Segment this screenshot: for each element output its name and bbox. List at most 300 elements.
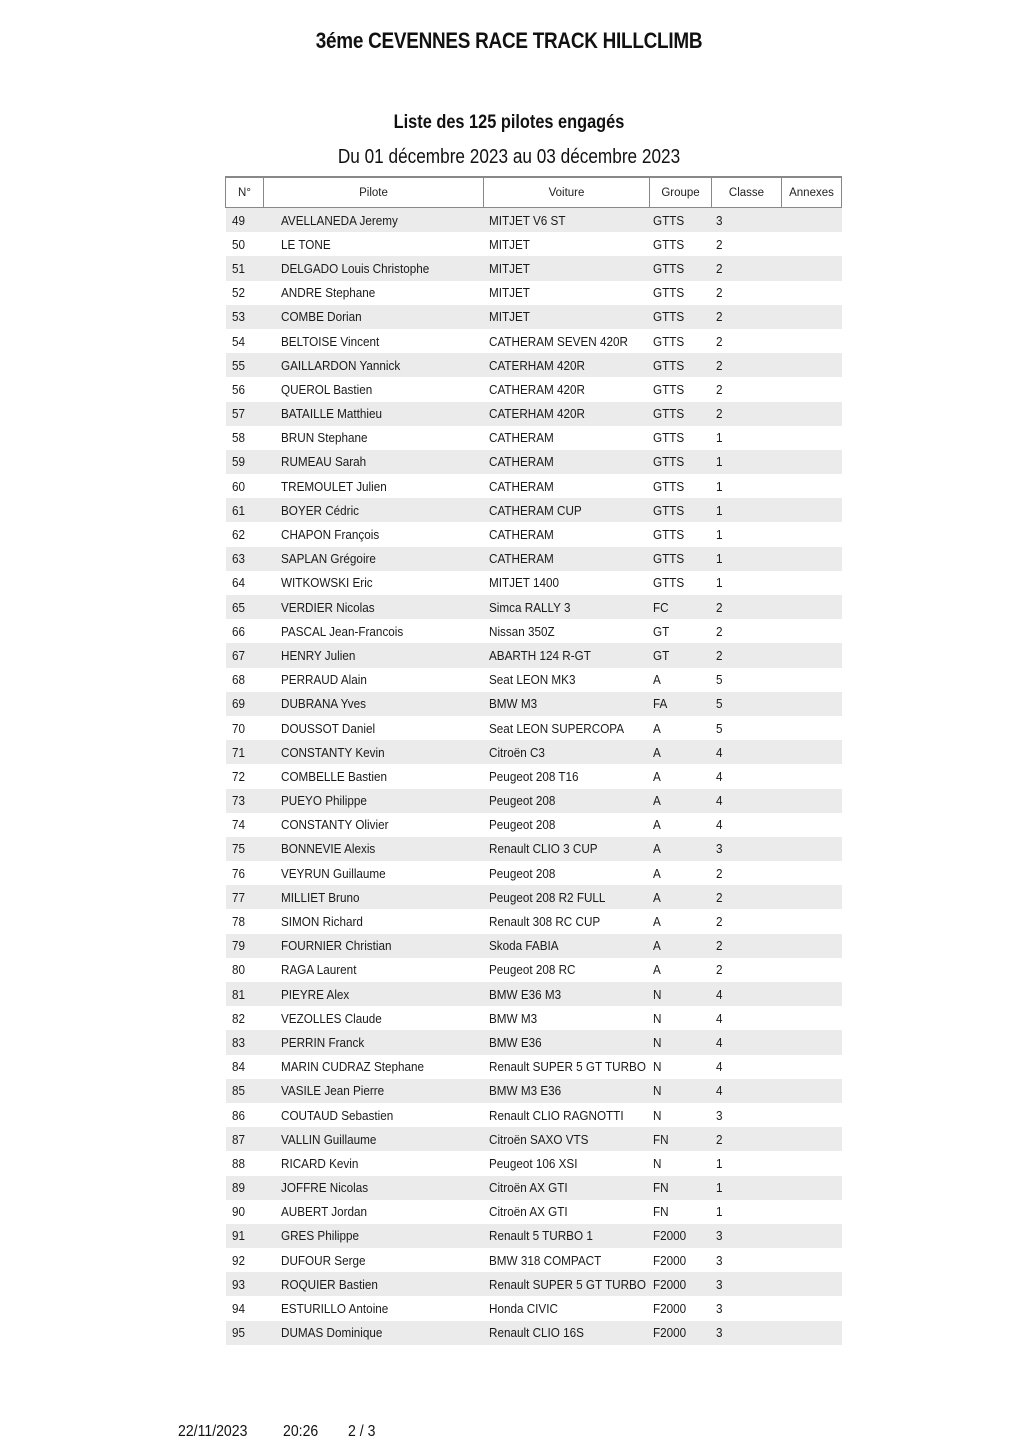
cell-classe-text: 4 bbox=[715, 793, 723, 809]
cell-classe-text: 3 bbox=[715, 1276, 723, 1292]
cell-groupe-text: N bbox=[652, 1083, 661, 1099]
cell-classe bbox=[712, 619, 782, 643]
cell-voiture bbox=[484, 643, 650, 667]
cell-pilote bbox=[264, 1321, 484, 1345]
cell-pilote-text: COUTAUD Sebastien bbox=[280, 1107, 393, 1123]
cell-pilote-text: DELGADO Louis Christophe bbox=[280, 260, 429, 276]
cell-pilote-text: GAILLARDON Yannick bbox=[280, 357, 400, 373]
cell-voiture bbox=[484, 208, 650, 233]
footer-date: 22/11/2023 bbox=[178, 1423, 248, 1440]
cell-groupe bbox=[650, 934, 712, 958]
footer-page-number: 2 / 3 bbox=[348, 1423, 376, 1440]
cell-classe-text: 5 bbox=[715, 696, 723, 712]
cell-voiture-text: Peugeot 106 XSI bbox=[488, 1155, 577, 1171]
cell-classe bbox=[712, 1321, 782, 1345]
cell-groupe-text: GTTS bbox=[652, 285, 684, 301]
cell-num-text: 65 bbox=[231, 599, 245, 615]
cell-num bbox=[226, 426, 264, 450]
footer-time: 20:26 bbox=[283, 1423, 319, 1440]
cell-classe-text: 5 bbox=[715, 720, 723, 736]
cell-classe bbox=[712, 522, 782, 546]
cell-num bbox=[226, 305, 264, 329]
cell-voiture-text: Peugeot 208 bbox=[488, 817, 555, 833]
cell-num bbox=[226, 1176, 264, 1200]
cell-groupe-text: GTTS bbox=[652, 478, 684, 494]
header-num: N° bbox=[226, 177, 264, 208]
cell-num-text: 61 bbox=[231, 502, 245, 518]
table-row bbox=[226, 1127, 842, 1151]
cell-voiture-text: Skoda FABIA bbox=[488, 938, 559, 954]
cell-groupe-text: N bbox=[652, 986, 661, 1002]
cell-groupe-text: A bbox=[652, 744, 661, 760]
cell-groupe bbox=[650, 1248, 712, 1272]
cell-classe-text: 2 bbox=[715, 865, 723, 881]
cell-voiture-text: BMW 318 COMPACT bbox=[488, 1252, 601, 1268]
cell-groupe bbox=[650, 1224, 712, 1248]
cell-classe bbox=[712, 426, 782, 450]
cell-voiture bbox=[484, 522, 650, 546]
cell-classe-text: 4 bbox=[715, 744, 723, 760]
cell-voiture-text: Simca RALLY 3 bbox=[488, 599, 571, 615]
cell-groupe-text: A bbox=[652, 938, 661, 954]
cell-pilote bbox=[264, 402, 484, 426]
cell-classe bbox=[712, 498, 782, 522]
cell-pilote bbox=[264, 329, 484, 353]
cell-num bbox=[226, 595, 264, 619]
cell-voiture bbox=[484, 619, 650, 643]
cell-pilote-text: LE TONE bbox=[280, 236, 331, 252]
cell-groupe-text: GTTS bbox=[652, 430, 684, 446]
cell-num bbox=[226, 668, 264, 692]
cell-classe bbox=[712, 353, 782, 377]
cell-num bbox=[226, 1006, 264, 1030]
cell-num bbox=[226, 716, 264, 740]
cell-voiture-text: MITJET bbox=[488, 285, 530, 301]
cell-pilote bbox=[264, 1079, 484, 1103]
cell-classe-text: 1 bbox=[715, 502, 723, 518]
cell-pilote-text: VEYRUN Guillaume bbox=[280, 865, 386, 881]
document-title: 3éme CEVENNES RACE TRACK HILLCLIMB bbox=[315, 28, 703, 53]
cell-pilote bbox=[264, 208, 484, 233]
cell-pilote-text: ANDRE Stephane bbox=[280, 285, 375, 301]
cell-groupe-text: GTTS bbox=[652, 357, 684, 373]
cell-voiture bbox=[484, 377, 650, 401]
cell-groupe-text: GTTS bbox=[652, 236, 684, 252]
table-row bbox=[226, 668, 842, 692]
table-body bbox=[226, 208, 842, 1345]
cell-voiture-text: ABARTH 124 R-GT bbox=[488, 647, 591, 663]
cell-num-text: 76 bbox=[231, 865, 245, 881]
cell-num-text: 64 bbox=[231, 575, 245, 591]
cell-classe-text: 2 bbox=[715, 333, 723, 349]
cell-groupe-text: F2000 bbox=[652, 1276, 686, 1292]
cell-groupe bbox=[650, 353, 712, 377]
cell-annexes bbox=[782, 668, 842, 692]
cell-classe-text: 1 bbox=[715, 1155, 723, 1171]
cell-voiture-text: Renault CLIO 3 CUP bbox=[488, 841, 598, 857]
cell-annexes bbox=[782, 1127, 842, 1151]
cell-pilote bbox=[264, 1248, 484, 1272]
cell-annexes bbox=[782, 1224, 842, 1248]
cell-annexes bbox=[782, 1248, 842, 1272]
cell-groupe-text: A bbox=[652, 768, 661, 784]
cell-groupe bbox=[650, 547, 712, 571]
table-row bbox=[226, 934, 842, 958]
table-row bbox=[226, 1055, 842, 1079]
cell-classe bbox=[712, 595, 782, 619]
table-row bbox=[226, 450, 842, 474]
cell-pilote bbox=[264, 305, 484, 329]
cell-classe-text: 2 bbox=[715, 914, 723, 930]
cell-groupe bbox=[650, 1030, 712, 1054]
table-row bbox=[226, 643, 842, 667]
cell-annexes bbox=[782, 232, 842, 256]
cell-num-text: 88 bbox=[231, 1155, 245, 1171]
cell-classe-text: 1 bbox=[715, 430, 723, 446]
cell-groupe bbox=[650, 982, 712, 1006]
cell-groupe bbox=[650, 909, 712, 933]
cell-num bbox=[226, 1103, 264, 1127]
cell-annexes bbox=[782, 982, 842, 1006]
cell-num bbox=[226, 547, 264, 571]
cell-groupe-text: N bbox=[652, 1010, 661, 1026]
cell-classe bbox=[712, 232, 782, 256]
cell-groupe bbox=[650, 716, 712, 740]
cell-voiture bbox=[484, 1079, 650, 1103]
cell-num-text: 90 bbox=[231, 1204, 245, 1220]
cell-num-text: 56 bbox=[231, 381, 245, 397]
cell-pilote-text: QUEROL Bastien bbox=[280, 381, 372, 397]
cell-groupe-text: N bbox=[652, 1107, 661, 1123]
cell-groupe-text: GTTS bbox=[652, 212, 684, 228]
cell-num-text: 77 bbox=[231, 889, 245, 905]
cell-groupe-text: F2000 bbox=[652, 1228, 686, 1244]
cell-num bbox=[226, 232, 264, 256]
cell-pilote bbox=[264, 1127, 484, 1151]
cell-voiture-text: CATHERAM bbox=[488, 478, 554, 494]
cell-annexes bbox=[782, 1176, 842, 1200]
cell-num-text: 58 bbox=[231, 430, 245, 446]
cell-voiture bbox=[484, 571, 650, 595]
table-row bbox=[226, 909, 842, 933]
cell-groupe bbox=[650, 619, 712, 643]
cell-num bbox=[226, 1151, 264, 1175]
cell-groupe bbox=[650, 474, 712, 498]
cell-groupe-text: A bbox=[652, 793, 661, 809]
table-row bbox=[226, 329, 842, 353]
cell-num-text: 92 bbox=[231, 1252, 245, 1268]
cell-groupe bbox=[650, 1296, 712, 1320]
cell-voiture bbox=[484, 837, 650, 861]
cell-pilote-text: PIEYRE Alex bbox=[280, 986, 349, 1002]
cell-num bbox=[226, 256, 264, 280]
cell-groupe bbox=[650, 281, 712, 305]
cell-classe bbox=[712, 256, 782, 280]
table-row bbox=[226, 426, 842, 450]
table-row bbox=[226, 982, 842, 1006]
table-row bbox=[226, 764, 842, 788]
cell-voiture bbox=[484, 1248, 650, 1272]
cell-num bbox=[226, 885, 264, 909]
cell-annexes bbox=[782, 1030, 842, 1054]
cell-num bbox=[226, 1272, 264, 1296]
cell-num-text: 79 bbox=[231, 938, 245, 954]
cell-voiture-text: Peugeot 208 RC bbox=[488, 962, 576, 978]
cell-num-text: 81 bbox=[231, 986, 245, 1002]
cell-groupe bbox=[650, 402, 712, 426]
cell-classe bbox=[712, 934, 782, 958]
cell-num bbox=[226, 982, 264, 1006]
cell-pilote bbox=[264, 1200, 484, 1224]
cell-pilote bbox=[264, 934, 484, 958]
cell-num-text: 84 bbox=[231, 1059, 245, 1075]
cell-classe-text: 4 bbox=[715, 1010, 723, 1026]
cell-pilote-text: RUMEAU Sarah bbox=[280, 454, 366, 470]
cell-pilote-text: AUBERT Jordan bbox=[280, 1204, 367, 1220]
cell-num-text: 85 bbox=[231, 1083, 245, 1099]
cell-voiture bbox=[484, 885, 650, 909]
table-row bbox=[226, 1248, 842, 1272]
cell-groupe-text: GTTS bbox=[652, 406, 684, 422]
cell-pilote bbox=[264, 619, 484, 643]
table-row bbox=[226, 377, 842, 401]
cell-classe-text: 2 bbox=[715, 889, 723, 905]
cell-voiture bbox=[484, 861, 650, 885]
cell-annexes bbox=[782, 1103, 842, 1127]
cell-groupe bbox=[650, 643, 712, 667]
cell-voiture bbox=[484, 1030, 650, 1054]
cell-classe bbox=[712, 1079, 782, 1103]
cell-voiture-text: CATHERAM bbox=[488, 454, 554, 470]
cell-groupe bbox=[650, 208, 712, 233]
cell-annexes bbox=[782, 402, 842, 426]
table-row bbox=[226, 522, 842, 546]
cell-voiture-text: Nissan 350Z bbox=[488, 623, 555, 639]
cell-num bbox=[226, 281, 264, 305]
table-row bbox=[226, 716, 842, 740]
document-subtitle: Liste des 125 pilotes engagés bbox=[393, 112, 625, 133]
cell-num bbox=[226, 764, 264, 788]
cell-voiture bbox=[484, 474, 650, 498]
cell-voiture-text: MITJET bbox=[488, 236, 530, 252]
cell-annexes bbox=[782, 958, 842, 982]
cell-classe bbox=[712, 1272, 782, 1296]
table-row bbox=[226, 837, 842, 861]
cell-annexes bbox=[782, 813, 842, 837]
cell-pilote-text: ROQUIER Bastien bbox=[280, 1276, 378, 1292]
cell-pilote-text: DUFOUR Serge bbox=[280, 1252, 366, 1268]
cell-pilote bbox=[264, 958, 484, 982]
cell-classe bbox=[712, 1176, 782, 1200]
cell-classe-text: 3 bbox=[715, 1228, 723, 1244]
cell-pilote-text: COMBE Dorian bbox=[280, 309, 362, 325]
cell-groupe-text: A bbox=[652, 720, 661, 736]
cell-voiture bbox=[484, 789, 650, 813]
cell-classe-text: 3 bbox=[715, 212, 723, 228]
table-row bbox=[226, 402, 842, 426]
cell-num bbox=[226, 474, 264, 498]
cell-voiture-text: Peugeot 208 R2 FULL bbox=[488, 889, 605, 905]
cell-pilote bbox=[264, 716, 484, 740]
cell-pilote-text: COMBELLE Bastien bbox=[280, 768, 387, 784]
cell-pilote bbox=[264, 643, 484, 667]
cell-voiture bbox=[484, 692, 650, 716]
cell-num bbox=[226, 1321, 264, 1345]
cell-annexes bbox=[782, 571, 842, 595]
cell-pilote-text: VERDIER Nicolas bbox=[280, 599, 375, 615]
table-row bbox=[226, 813, 842, 837]
cell-pilote bbox=[264, 281, 484, 305]
cell-classe bbox=[712, 1127, 782, 1151]
cell-num bbox=[226, 958, 264, 982]
cell-classe-text: 3 bbox=[715, 1107, 723, 1123]
cell-groupe bbox=[650, 1127, 712, 1151]
cell-groupe bbox=[650, 305, 712, 329]
cell-groupe-text: A bbox=[652, 914, 661, 930]
cell-pilote bbox=[264, 740, 484, 764]
cell-classe-text: 4 bbox=[715, 817, 723, 833]
cell-annexes bbox=[782, 426, 842, 450]
cell-classe-text: 1 bbox=[715, 527, 723, 543]
cell-annexes bbox=[782, 1272, 842, 1296]
cell-voiture-text: CATERHAM 420R bbox=[488, 357, 585, 373]
cell-pilote bbox=[264, 861, 484, 885]
cell-classe bbox=[712, 668, 782, 692]
cell-groupe bbox=[650, 1321, 712, 1345]
cell-pilote-text: PASCAL Jean-Francois bbox=[280, 623, 403, 639]
cell-classe bbox=[712, 764, 782, 788]
cell-voiture-text: Renault 5 TURBO 1 bbox=[488, 1228, 593, 1244]
cell-pilote bbox=[264, 232, 484, 256]
cell-classe bbox=[712, 1030, 782, 1054]
cell-groupe-text: FN bbox=[652, 1131, 669, 1147]
cell-annexes bbox=[782, 256, 842, 280]
cell-classe bbox=[712, 837, 782, 861]
cell-classe-text: 2 bbox=[715, 406, 723, 422]
cell-pilote bbox=[264, 450, 484, 474]
date-range: Du 01 décembre 2023 au 03 décembre 2023 bbox=[337, 146, 681, 168]
cell-groupe bbox=[650, 1006, 712, 1030]
cell-num-text: 87 bbox=[231, 1131, 245, 1147]
cell-pilote bbox=[264, 426, 484, 450]
cell-groupe bbox=[650, 571, 712, 595]
cell-groupe bbox=[650, 740, 712, 764]
cell-voiture bbox=[484, 1176, 650, 1200]
cell-num bbox=[226, 1224, 264, 1248]
cell-classe-text: 1 bbox=[715, 454, 723, 470]
cell-pilote-text: DUMAS Dominique bbox=[280, 1325, 382, 1341]
table-row bbox=[226, 789, 842, 813]
cell-voiture-text: Renault CLIO 16S bbox=[488, 1325, 584, 1341]
cell-annexes bbox=[782, 595, 842, 619]
cell-voiture-text: BMW E36 bbox=[488, 1034, 542, 1050]
cell-groupe-text: GTTS bbox=[652, 454, 684, 470]
cell-groupe bbox=[650, 256, 712, 280]
table-row bbox=[226, 1151, 842, 1175]
cell-annexes bbox=[782, 837, 842, 861]
cell-num-text: 95 bbox=[231, 1325, 245, 1341]
cell-voiture-text: Honda CIVIC bbox=[488, 1301, 558, 1317]
cell-pilote-text: CONSTANTY Kevin bbox=[280, 744, 385, 760]
cell-groupe-text: GTTS bbox=[652, 551, 684, 567]
cell-classe bbox=[712, 547, 782, 571]
cell-pilote-text: PERRAUD Alain bbox=[280, 672, 367, 688]
cell-voiture-text: Peugeot 208 bbox=[488, 793, 555, 809]
cell-pilote bbox=[264, 885, 484, 909]
cell-num-text: 50 bbox=[231, 236, 245, 252]
cell-num bbox=[226, 1030, 264, 1054]
cell-voiture bbox=[484, 281, 650, 305]
cell-pilote-text: JOFFRE Nicolas bbox=[280, 1180, 368, 1196]
cell-annexes bbox=[782, 474, 842, 498]
cell-pilote bbox=[264, 1176, 484, 1200]
cell-pilote-text: RICARD Kevin bbox=[280, 1155, 358, 1171]
cell-groupe-text: N bbox=[652, 1155, 661, 1171]
cell-num bbox=[226, 619, 264, 643]
cell-voiture bbox=[484, 402, 650, 426]
table-row bbox=[226, 547, 842, 571]
cell-voiture-text: Citroën AX GTI bbox=[488, 1180, 568, 1196]
cell-pilote bbox=[264, 982, 484, 1006]
cell-groupe bbox=[650, 861, 712, 885]
cell-num-text: 49 bbox=[231, 212, 245, 228]
table-row bbox=[226, 353, 842, 377]
table-row bbox=[226, 1030, 842, 1054]
table-row bbox=[226, 861, 842, 885]
cell-pilote-text: DOUSSOT Daniel bbox=[280, 720, 375, 736]
table-row bbox=[226, 885, 842, 909]
cell-pilote-text: SIMON Richard bbox=[280, 914, 363, 930]
cell-num bbox=[226, 498, 264, 522]
cell-pilote bbox=[264, 789, 484, 813]
table-row bbox=[226, 1321, 842, 1345]
cell-classe-text: 3 bbox=[715, 1325, 723, 1341]
cell-annexes bbox=[782, 885, 842, 909]
cell-groupe-text: GT bbox=[652, 623, 669, 639]
cell-voiture-text: MITJET bbox=[488, 260, 530, 276]
cell-num bbox=[226, 1079, 264, 1103]
cell-voiture bbox=[484, 498, 650, 522]
cell-voiture bbox=[484, 305, 650, 329]
cell-groupe bbox=[650, 1079, 712, 1103]
cell-num bbox=[226, 377, 264, 401]
table-row bbox=[226, 1006, 842, 1030]
cell-classe bbox=[712, 1151, 782, 1175]
cell-pilote bbox=[264, 498, 484, 522]
cell-groupe bbox=[650, 595, 712, 619]
cell-num-text: 53 bbox=[231, 309, 245, 325]
cell-num-text: 75 bbox=[231, 841, 245, 857]
cell-pilote-text: BELTOISE Vincent bbox=[280, 333, 379, 349]
cell-groupe-text: GTTS bbox=[652, 502, 684, 518]
cell-num-text: 72 bbox=[231, 768, 245, 784]
cell-annexes bbox=[782, 934, 842, 958]
cell-pilote-text: RAGA Laurent bbox=[280, 962, 356, 978]
cell-voiture bbox=[484, 813, 650, 837]
cell-voiture-text: MITJET V6 ST bbox=[488, 212, 565, 228]
cell-annexes bbox=[782, 1296, 842, 1320]
cell-num-text: 80 bbox=[231, 962, 245, 978]
cell-num-text: 94 bbox=[231, 1301, 245, 1317]
cell-voiture-text: Renault CLIO RAGNOTTI bbox=[488, 1107, 624, 1123]
cell-voiture bbox=[484, 1321, 650, 1345]
cell-voiture bbox=[484, 668, 650, 692]
cell-pilote-text: GRES Philippe bbox=[280, 1228, 359, 1244]
cell-voiture bbox=[484, 1006, 650, 1030]
cell-classe bbox=[712, 208, 782, 233]
cell-groupe-text: A bbox=[652, 672, 661, 688]
cell-voiture-text: Renault SUPER 5 GT TURBO bbox=[488, 1059, 646, 1075]
